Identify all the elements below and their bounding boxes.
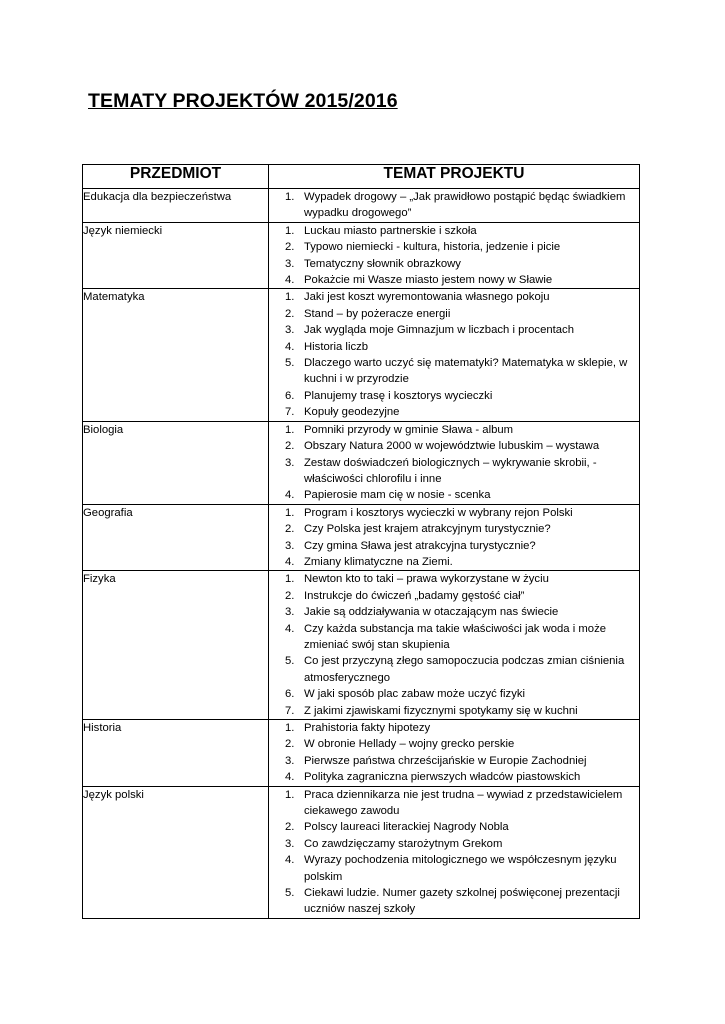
topic-number: 6. xyxy=(285,389,295,402)
topic-item xyxy=(269,621,639,654)
table-body xyxy=(83,189,640,919)
topic-text: Jakie są oddziaływania w otaczającym nas świecie xyxy=(304,606,559,619)
topic-number: 1. xyxy=(285,722,295,734)
topic-number: 2. xyxy=(285,589,295,602)
topic-cell xyxy=(269,421,640,504)
topic-text: Zmiany klimatyczne na Ziemi. xyxy=(304,555,453,568)
topic-number: 4. xyxy=(285,274,295,287)
topic-text: Program i kosztorys wycieczki w wybrany rejon Polski xyxy=(304,506,573,519)
topic-number: 5. xyxy=(285,887,295,900)
topic-number: 1. xyxy=(285,423,295,436)
topic-item xyxy=(269,753,639,769)
topic-number: 2. xyxy=(285,307,295,320)
topic-text: Stand – by pożeracze energii xyxy=(304,307,451,320)
topic-item xyxy=(269,836,639,852)
topic-item xyxy=(269,322,639,338)
topic-list xyxy=(269,189,639,222)
topic-number: 2. xyxy=(285,821,295,834)
topic-number: 7. xyxy=(285,406,295,419)
topic-item xyxy=(269,438,639,454)
topic-item xyxy=(269,388,639,404)
table-header-row xyxy=(83,165,640,189)
topic-item xyxy=(269,787,639,820)
topic-item xyxy=(269,272,639,288)
topic-number: 5. xyxy=(285,655,295,668)
subject-cell: Historia xyxy=(83,720,269,787)
topic-number: 1. xyxy=(285,191,295,203)
topic-text: Planujemy trasę i kosztorys wycieczki xyxy=(304,389,493,402)
topic-number: 4. xyxy=(285,555,295,568)
topic-number: 1. xyxy=(285,224,295,237)
topic-cell xyxy=(269,786,640,918)
topic-item xyxy=(269,339,639,355)
topic-text: Ciekawi ludzie. Numer gazety szkolnej poświęconej prezentacji uczniów naszej szkoły xyxy=(304,887,620,916)
topic-item xyxy=(269,355,639,388)
topic-text: Historia liczb xyxy=(304,340,369,353)
topic-text: Co jest przyczyną złego samopoczucia podczas zmian ciśnienia atmosferycznego xyxy=(304,655,625,684)
topic-text: Jak wygląda moje Gimnazjum w liczbach i procentach xyxy=(304,324,574,337)
table-row xyxy=(83,720,640,787)
topic-text: Zestaw doświadczeń biologicznych – wykrywanie skrobii, - właściwości chlorofilu i inne xyxy=(304,456,597,485)
topic-text: Czy każda substancja ma takie właściwości jak woda i może zmieniać swój stan skupienia xyxy=(304,622,606,651)
topic-item xyxy=(269,571,639,587)
topic-cell xyxy=(269,504,640,571)
topics-table xyxy=(82,164,640,919)
topic-text: Pomniki przyrody w gminie Sława - album xyxy=(304,423,514,436)
topic-text: W jaki sposób plac zabaw może uczyć fizyki xyxy=(304,688,525,701)
topic-item xyxy=(269,455,639,488)
topic-number: 1. xyxy=(285,506,295,519)
topic-text: Kopuły geodezyjne xyxy=(304,406,400,419)
topic-number: 3. xyxy=(285,257,295,270)
table-row xyxy=(83,786,640,918)
topic-text: Z jakimi zjawiskami fizycznymi spotykamy się w kuchni xyxy=(304,704,578,717)
topic-text: Czy Polska jest krajem atrakcyjnym turystycznie? xyxy=(304,523,551,536)
subject-cell: Edukacja dla bezpieczeństwa xyxy=(83,189,269,223)
topic-number: 2. xyxy=(285,738,295,751)
topic-item xyxy=(269,588,639,604)
topic-item xyxy=(269,189,639,222)
column-header-subject: PRZEDMIOT xyxy=(83,165,269,189)
subject-cell: Biologia xyxy=(83,421,269,504)
topic-item xyxy=(269,852,639,885)
topic-number: 2. xyxy=(285,523,295,536)
topic-number: 3. xyxy=(285,754,295,767)
table-row xyxy=(83,289,640,421)
topic-number: 7. xyxy=(285,704,295,717)
subject-cell: Język polski xyxy=(83,786,269,918)
topic-text: Tematyczny słownik obrazkowy xyxy=(304,257,461,270)
topic-text: Jaki jest koszt wyremontowania własnego pokoju xyxy=(304,291,550,304)
topic-item xyxy=(269,769,639,785)
topic-list xyxy=(269,787,639,918)
topic-list xyxy=(269,223,639,289)
topic-item xyxy=(269,256,639,272)
topic-item xyxy=(269,736,639,752)
topic-number: 3. xyxy=(285,539,295,552)
topic-number: 1. xyxy=(285,291,295,304)
subject-cell: Język niemiecki xyxy=(83,222,269,289)
topic-item xyxy=(269,223,639,239)
topic-number: 5. xyxy=(285,357,295,370)
table-row xyxy=(83,189,640,223)
topic-cell xyxy=(269,189,640,223)
topic-number: 1. xyxy=(285,788,295,801)
topic-text: Pokażcie mi Wasze miasto jestem nowy w Sławie xyxy=(304,274,553,287)
topic-text: Wypadek drogowy – „Jak prawidłowo postąpić będąc świadkiem wypadku drogowego” xyxy=(304,191,626,220)
topic-item xyxy=(269,487,639,503)
topic-item xyxy=(269,720,639,736)
topic-list xyxy=(269,720,639,786)
subject-cell: Geografia xyxy=(83,504,269,571)
topic-item xyxy=(269,604,639,620)
topic-text: Typowo niemiecki - kultura, historia, jedzenie i picie xyxy=(304,241,561,254)
topic-item xyxy=(269,819,639,835)
subject-cell: Matematyka xyxy=(83,289,269,421)
topic-text: Pierwsze państwa chrześcijańskie w Europie Zachodniej xyxy=(304,754,587,767)
topic-number: 2. xyxy=(285,241,295,254)
table-row xyxy=(83,504,640,571)
topic-number: 1. xyxy=(285,573,295,586)
topic-number: 3. xyxy=(285,606,295,619)
topic-number: 4. xyxy=(285,854,295,867)
topic-list xyxy=(269,422,639,504)
topic-text: W obronie Hellady – wojny grecko perskie xyxy=(304,738,515,751)
topic-cell xyxy=(269,222,640,289)
topic-list xyxy=(269,289,639,420)
topic-text: Wyrazy pochodzenia mitologicznego we współczesnym języku polskim xyxy=(304,854,617,883)
topic-number: 6. xyxy=(285,688,295,701)
topic-cell xyxy=(269,289,640,421)
subject-cell: Fizyka xyxy=(83,571,269,720)
topic-text: Polscy laureaci literackiej Nagrody Nobla xyxy=(304,821,509,834)
topic-number: 4. xyxy=(285,489,295,502)
topic-item xyxy=(269,404,639,420)
table-row xyxy=(83,222,640,289)
document-title: TEMATY PROJEKTÓW 2015/2016 xyxy=(88,90,398,112)
topic-item xyxy=(269,653,639,686)
table-row xyxy=(83,421,640,504)
topic-item xyxy=(269,703,639,719)
topic-number: 2. xyxy=(285,440,295,453)
topic-item xyxy=(269,885,639,918)
topic-number: 3. xyxy=(285,324,295,337)
topic-text: Praca dziennikarza nie jest trudna – wywiad z przedstawicielem ciekawego zawodu xyxy=(304,788,623,818)
topic-text: Polityka zagraniczna pierwszych władców piastowskich xyxy=(304,771,581,784)
topic-item xyxy=(269,306,639,322)
topic-cell xyxy=(269,571,640,720)
topic-text: Luckau miasto partnerskie i szkoła xyxy=(304,224,477,237)
topic-text: Dlaczego warto uczyć się matematyki? Matematyka w sklepie, w kuchni i w przyrodzie xyxy=(304,357,628,386)
topic-number: 3. xyxy=(285,837,295,850)
topic-list xyxy=(269,505,639,571)
topic-item xyxy=(269,686,639,702)
topic-text: Czy gmina Sława jest atrakcyjna turystycznie? xyxy=(304,539,536,552)
topic-number: 3. xyxy=(285,456,295,469)
topic-number: 4. xyxy=(285,340,295,353)
topic-item xyxy=(269,538,639,554)
topic-item xyxy=(269,289,639,305)
column-header-topic: TEMAT PROJEKTU xyxy=(269,165,640,189)
topic-item xyxy=(269,521,639,537)
topic-text: Instrukcje do ćwiczeń „badamy gęstość ciał” xyxy=(304,589,525,602)
topic-text: Papierosie mam cię w nosie - scenka xyxy=(304,489,491,502)
topic-cell xyxy=(269,720,640,787)
topic-item xyxy=(269,239,639,255)
topic-text: Newton kto to taki – prawa wykorzystane w życiu xyxy=(304,573,549,586)
topic-list xyxy=(269,571,639,719)
topic-item xyxy=(269,554,639,570)
topic-number: 4. xyxy=(285,622,295,635)
table-row xyxy=(83,571,640,720)
topic-item xyxy=(269,422,639,438)
topic-text: Prahistoria fakty hipotezy xyxy=(304,722,431,734)
topic-text: Co zawdzięczamy starożytnym Grekom xyxy=(304,837,503,850)
topic-text: Obszary Natura 2000 w województwie lubuskim – wystawa xyxy=(304,440,600,453)
topic-item xyxy=(269,505,639,521)
topic-number: 4. xyxy=(285,771,295,784)
